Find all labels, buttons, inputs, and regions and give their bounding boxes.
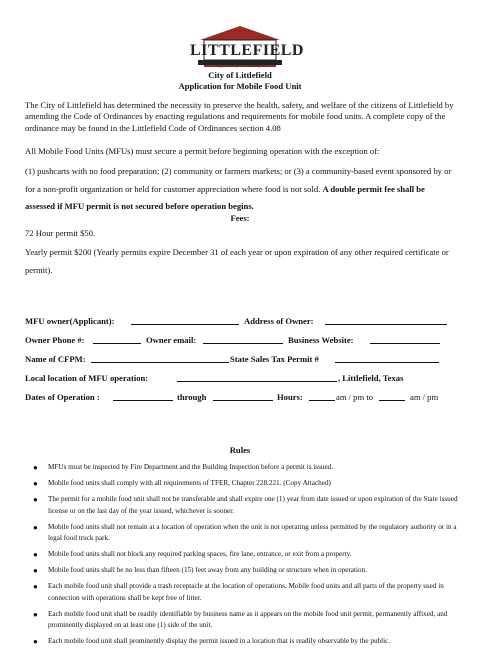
rule-item: ● The permit for a mobile food unit shall not be transferable and shall expire one (1) year from date issued or upon expiration of the State issued license or on the last day of the year issued, whichever is sooner. [33, 495, 458, 515]
bullet-icon: ● [33, 582, 38, 592]
cfpm-field[interactable] [91, 354, 229, 363]
email-label: Owner email: [146, 335, 197, 345]
permit-required-text: All Mobile Food Units (MFUs) must secure a permit before beginning operation with the exception of: [25, 146, 380, 156]
bullet-icon: ● [33, 637, 38, 647]
bullet-icon: ● [33, 609, 38, 619]
location-field[interactable] [177, 373, 337, 382]
cfpm-label: Name of CFPM: [25, 354, 86, 364]
am-pm-to-text: am / pm to [336, 392, 373, 402]
double-fee-notice: A double permit fee shall be assessed if MFU permit is not secured before operation begins. [25, 183, 425, 211]
logo-wordmark: LITTLEFIELD [190, 42, 304, 59]
hour-permit-fee: 72 Hour permit $50. [25, 228, 96, 238]
rule-item: ● MFUs must be inspected by Fire Department and the Building Inspection before a permit is issued. [33, 463, 334, 472]
rules-list [33, 462, 458, 652]
exceptions-text: (1) pushcarts with no food preparation; (2) community or farmers markets; or (3) a community-based event sponsored by or for a non-profit organization or held for customer appreciation where food is not sold. [25, 166, 452, 194]
phone-field[interactable] [93, 335, 141, 344]
rule-item: ● Mobile food units shall not block any required parking spaces, fire lane, entrance, or exit from a property. [33, 550, 352, 560]
rules-heading: Rules [229, 445, 251, 455]
bullet-icon: ● [33, 479, 38, 489]
fees-heading: Fees: [230, 213, 250, 223]
through-label: through [177, 392, 207, 402]
location-label: Local location of MFU operation: [25, 373, 149, 383]
rule-item: ● Each mobile food unit shall be readily identifiable by business name as it appears on the mobile food unit permit, permanently affixed, and prominently displayed on at least one (1) side of the unit. [33, 609, 448, 630]
yearly-permit-fee: Yearly permit $200 (Yearly permits expire December 31 of each year or upon expiration of any other required certificate or permit). [25, 247, 449, 275]
owner-label: MFU owner(Applicant): [25, 316, 115, 326]
end-date-field[interactable] [213, 392, 273, 401]
dates-label: Dates of Operation : [25, 392, 100, 402]
rule-item: ● Mobile food units shall not remain at a location of operation when the unit is not operating unless permitted by the regulatory authority or in a legal food truck park. [33, 522, 457, 543]
bullet-icon: ● [33, 495, 38, 505]
am-pm-text: am / pm [410, 392, 439, 402]
bullet-icon: ● [33, 522, 38, 532]
bullet-icon: ● [33, 566, 38, 576]
email-field[interactable] [203, 335, 283, 344]
bullet-icon: ● [33, 463, 38, 472]
rule-item: ● Each mobile food unit shall prominently display the permit issued in a location that is readily observable by the public. [33, 637, 391, 647]
start-hour-field[interactable] [309, 392, 335, 401]
rule-item: ● Mobile food units shall be no less than fifteen (15) feet away from any building or structure when in operation. [33, 566, 367, 576]
tax-permit-label: State Sales Tax Permit # [230, 354, 319, 364]
address-field[interactable] [325, 316, 447, 325]
rule-item: ● Each mobile food unit shall provide a trash receptacle at the location of operations. Mobile food units and all parts of the property used in connection with operations shall be kept free of litter. [33, 582, 444, 602]
bullet-icon: ● [33, 550, 38, 560]
intro-paragraph: The City of Littlefield has determined the necessity to preserve the health, safety, and welfare of the citizens of Littlefield by amending the Code of Ordinances by enacting regulations and requirements for mobile food units. A complete copy of the ordinance may be found in the Littlefield Code of Ordinances section 4.08 [25, 100, 454, 133]
website-label: Business Website: [288, 335, 354, 345]
location-suffix: , Littlefield, Texas [338, 373, 404, 383]
exceptions-paragraph [25, 163, 457, 216]
hours-label: Hours: [277, 392, 303, 402]
website-field[interactable] [370, 335, 440, 344]
tax-permit-field[interactable] [335, 354, 439, 363]
address-label: Address of Owner: [244, 316, 314, 326]
start-date-field[interactable] [113, 392, 173, 401]
logo-tagline: Happy what you're looking for [213, 63, 267, 68]
owner-field[interactable] [131, 316, 239, 325]
end-hour-field[interactable] [379, 392, 405, 401]
rule-item: ● Mobile food units shall comply with all requirements of TFER, Chapter 228.221. (Copy Attached) [33, 479, 331, 489]
phone-label: Owner Phone #: [25, 335, 85, 345]
city-title: City of Littlefield [208, 70, 272, 80]
form-title: Application for Mobile Food Unit [178, 81, 302, 91]
